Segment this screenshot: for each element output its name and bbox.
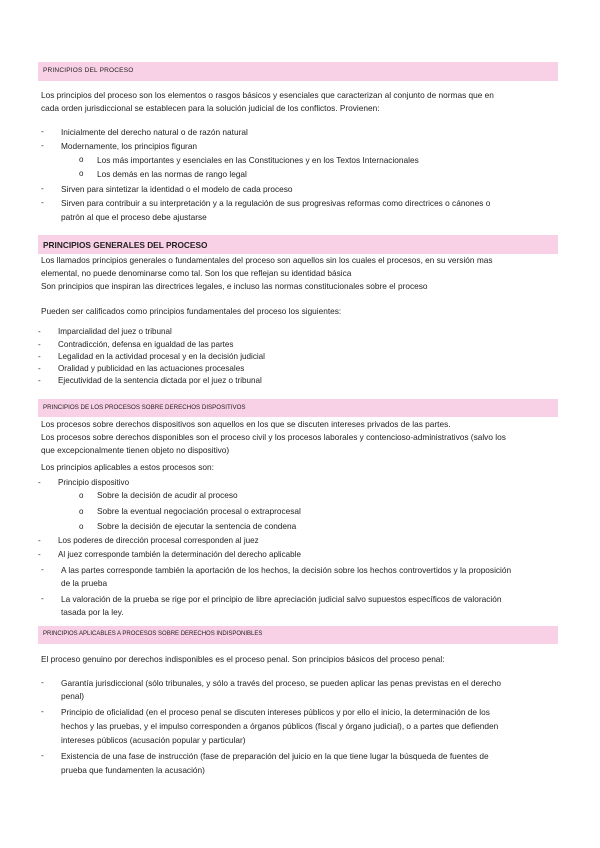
sub-list-item: Los demás en las normas de rango legal (97, 169, 247, 179)
paragraph-line: Pueden ser calificados como principios fundamentales del proceso los siguientes: (41, 306, 342, 316)
dash-bullet: - (38, 364, 41, 373)
paragraph-line: Los procesos sobre derechos dispositivos son aquellos en los que se discuten intereses privados de las partes. (41, 419, 451, 429)
list-item: Oralidad y publicidad en las actuaciones procesales (58, 364, 245, 373)
dash-bullet: - (41, 706, 44, 716)
sub-list-item: Los más importantes y esenciales en las Constituciones y en los Textos Internacionales (97, 155, 419, 165)
list-item-continuation: prueba que fundamenten la acusación) (61, 765, 205, 775)
list-item: Ejecutividad de la sentencia dictada por el juez o tribunal (58, 376, 262, 385)
list-item: Legalidad en la actividad procesal y en la decisión judicial (58, 352, 265, 361)
list-item-continuation: penal) (61, 691, 85, 701)
list-item: Inicialmente del derecho natural o de razón natural (61, 127, 248, 137)
dash-bullet: - (41, 126, 44, 136)
section-heading-band (38, 626, 558, 644)
list-item-continuation: tasada por la ley. (61, 607, 124, 617)
list-item: Imparcialidad del juez o tribunal (58, 327, 172, 336)
list-item: Sirven para contribuir a su interpretación y a la regulación de sus progresivas reformas como directrices o cánones o (61, 198, 491, 208)
section-heading-band (38, 62, 558, 81)
dash-bullet: - (38, 478, 41, 487)
paragraph-line: El proceso genuino por derechos indisponibles es el proceso penal. Son principios básicos del proceso penal: (41, 654, 445, 664)
sub-list-item: Sobre la decisión de acudir al proceso (97, 490, 238, 500)
dash-bullet: - (41, 564, 44, 574)
paragraph-line: Los principios aplicables a estos procesos son: (41, 462, 214, 472)
section-heading: PRINCIPIOS GENERALES DEL PROCESO (43, 240, 208, 250)
list-item-continuation: intereses públicos (acusación popular y particular) (61, 735, 246, 745)
sub-bullet: o (79, 507, 84, 516)
dash-bullet: - (41, 677, 44, 687)
sub-bullet: o (79, 155, 84, 164)
sub-bullet: o (79, 169, 84, 178)
section-heading: PRINCIPIOS DE LOS PROCESOS SOBRE DERECHOS DISPOSITIVOS (43, 404, 246, 411)
sub-list-item: Sobre la decisión de ejecutar la sentencia de condena (97, 521, 297, 531)
list-item-continuation: de la prueba (61, 578, 108, 588)
dash-bullet: - (38, 340, 41, 349)
list-item: La valoración de la prueba se rige por el principio de libre apreciación judicial salvo supuestos específicos de valoración (61, 594, 502, 604)
list-item: Al juez corresponde también la determinación del derecho aplicable (58, 550, 301, 559)
list-item-continuation: patrón al que el proceso debe ajustarse (61, 212, 207, 222)
section-heading-band (38, 235, 558, 254)
dash-bullet: - (38, 376, 41, 385)
dash-bullet: - (38, 352, 41, 361)
list-item-continuation: hechos y las pruebas, y el impulso corresponden a órganos públicos (fiscal y órgano judicial), o a partes que defienden (61, 721, 499, 731)
paragraph-line: cada orden jurisdiccional se establecen para la solución judicial de los conflictos. Provienen: (41, 103, 380, 113)
list-item: Principio dispositivo (58, 478, 130, 487)
list-item: Contradicción, defensa en igualdad de las partes (58, 340, 234, 349)
dash-bullet: - (38, 536, 41, 545)
list-item: Los poderes de dirección procesal corresponden al juez (58, 536, 259, 545)
paragraph-line: Los llamados principios generales o fundamentales del proceso son aquellos sin los cuales el procesos, en su versión mas (41, 255, 493, 265)
list-item: Sirven para sintetizar la identidad o el modelo de cada proceso (61, 184, 293, 194)
paragraph-line: Son principios que inspiran las directrices legales, e incluso las normas constitucionales sobre el proceso (41, 281, 428, 291)
dash-bullet: - (38, 327, 41, 336)
section-heading-band (38, 399, 558, 417)
paragraph-line: Los procesos sobre derechos disponibles son el proceso civil y los procesos laborales y contencioso-administrativos (salvo los (41, 432, 506, 442)
paragraph-line: elemental, no puede denominarse como tal. Son los que reflejan su identidad básica (41, 268, 352, 278)
section-heading: PRINCIPIOS APLICABLES A PROCESOS SOBRE DERECHOS INDISPONIBLES (43, 631, 263, 637)
list-item: Existencia de una fase de instrucción (fase de preparación del juicio en la que tiene lugar la búsqueda de fuentes de (61, 751, 489, 761)
dash-bullet: - (38, 550, 41, 559)
list-item: Garantía jurisdiccional (sólo tribunales, y sólo a través del proceso, se pueden aplicar las penas previstas en el derecho (61, 678, 501, 688)
sub-bullet: o (79, 491, 84, 500)
sub-list-item: Sobre la eventual negociación procesal o extraprocesal (97, 506, 301, 516)
dash-bullet: - (41, 750, 44, 760)
dash-bullet: - (41, 140, 44, 150)
paragraph-line: que excepcionalmente tienen objeto no dispositivo) (41, 445, 230, 455)
dash-bullet: - (41, 197, 44, 207)
list-item: A las partes corresponde también la aportación de los hechos, la decisión sobre los hechos controvertidos y la proposición (61, 565, 512, 575)
paragraph-line: Los principios del proceso son los elementos o rasgos básicos y esenciales que caracterizan al conjunto de normas que en (41, 90, 494, 100)
sub-bullet: o (79, 522, 84, 531)
dash-bullet: - (41, 593, 44, 603)
dash-bullet: - (41, 183, 44, 193)
section-heading: PRINCIPIOS DEL PROCESO (43, 67, 134, 74)
list-item: Principio de oficialidad (en el proceso penal se discuten intereses públicos y por ello el inicio, la determinación de los (61, 707, 490, 717)
list-item: Modernamente, los principios figuran (61, 141, 198, 151)
